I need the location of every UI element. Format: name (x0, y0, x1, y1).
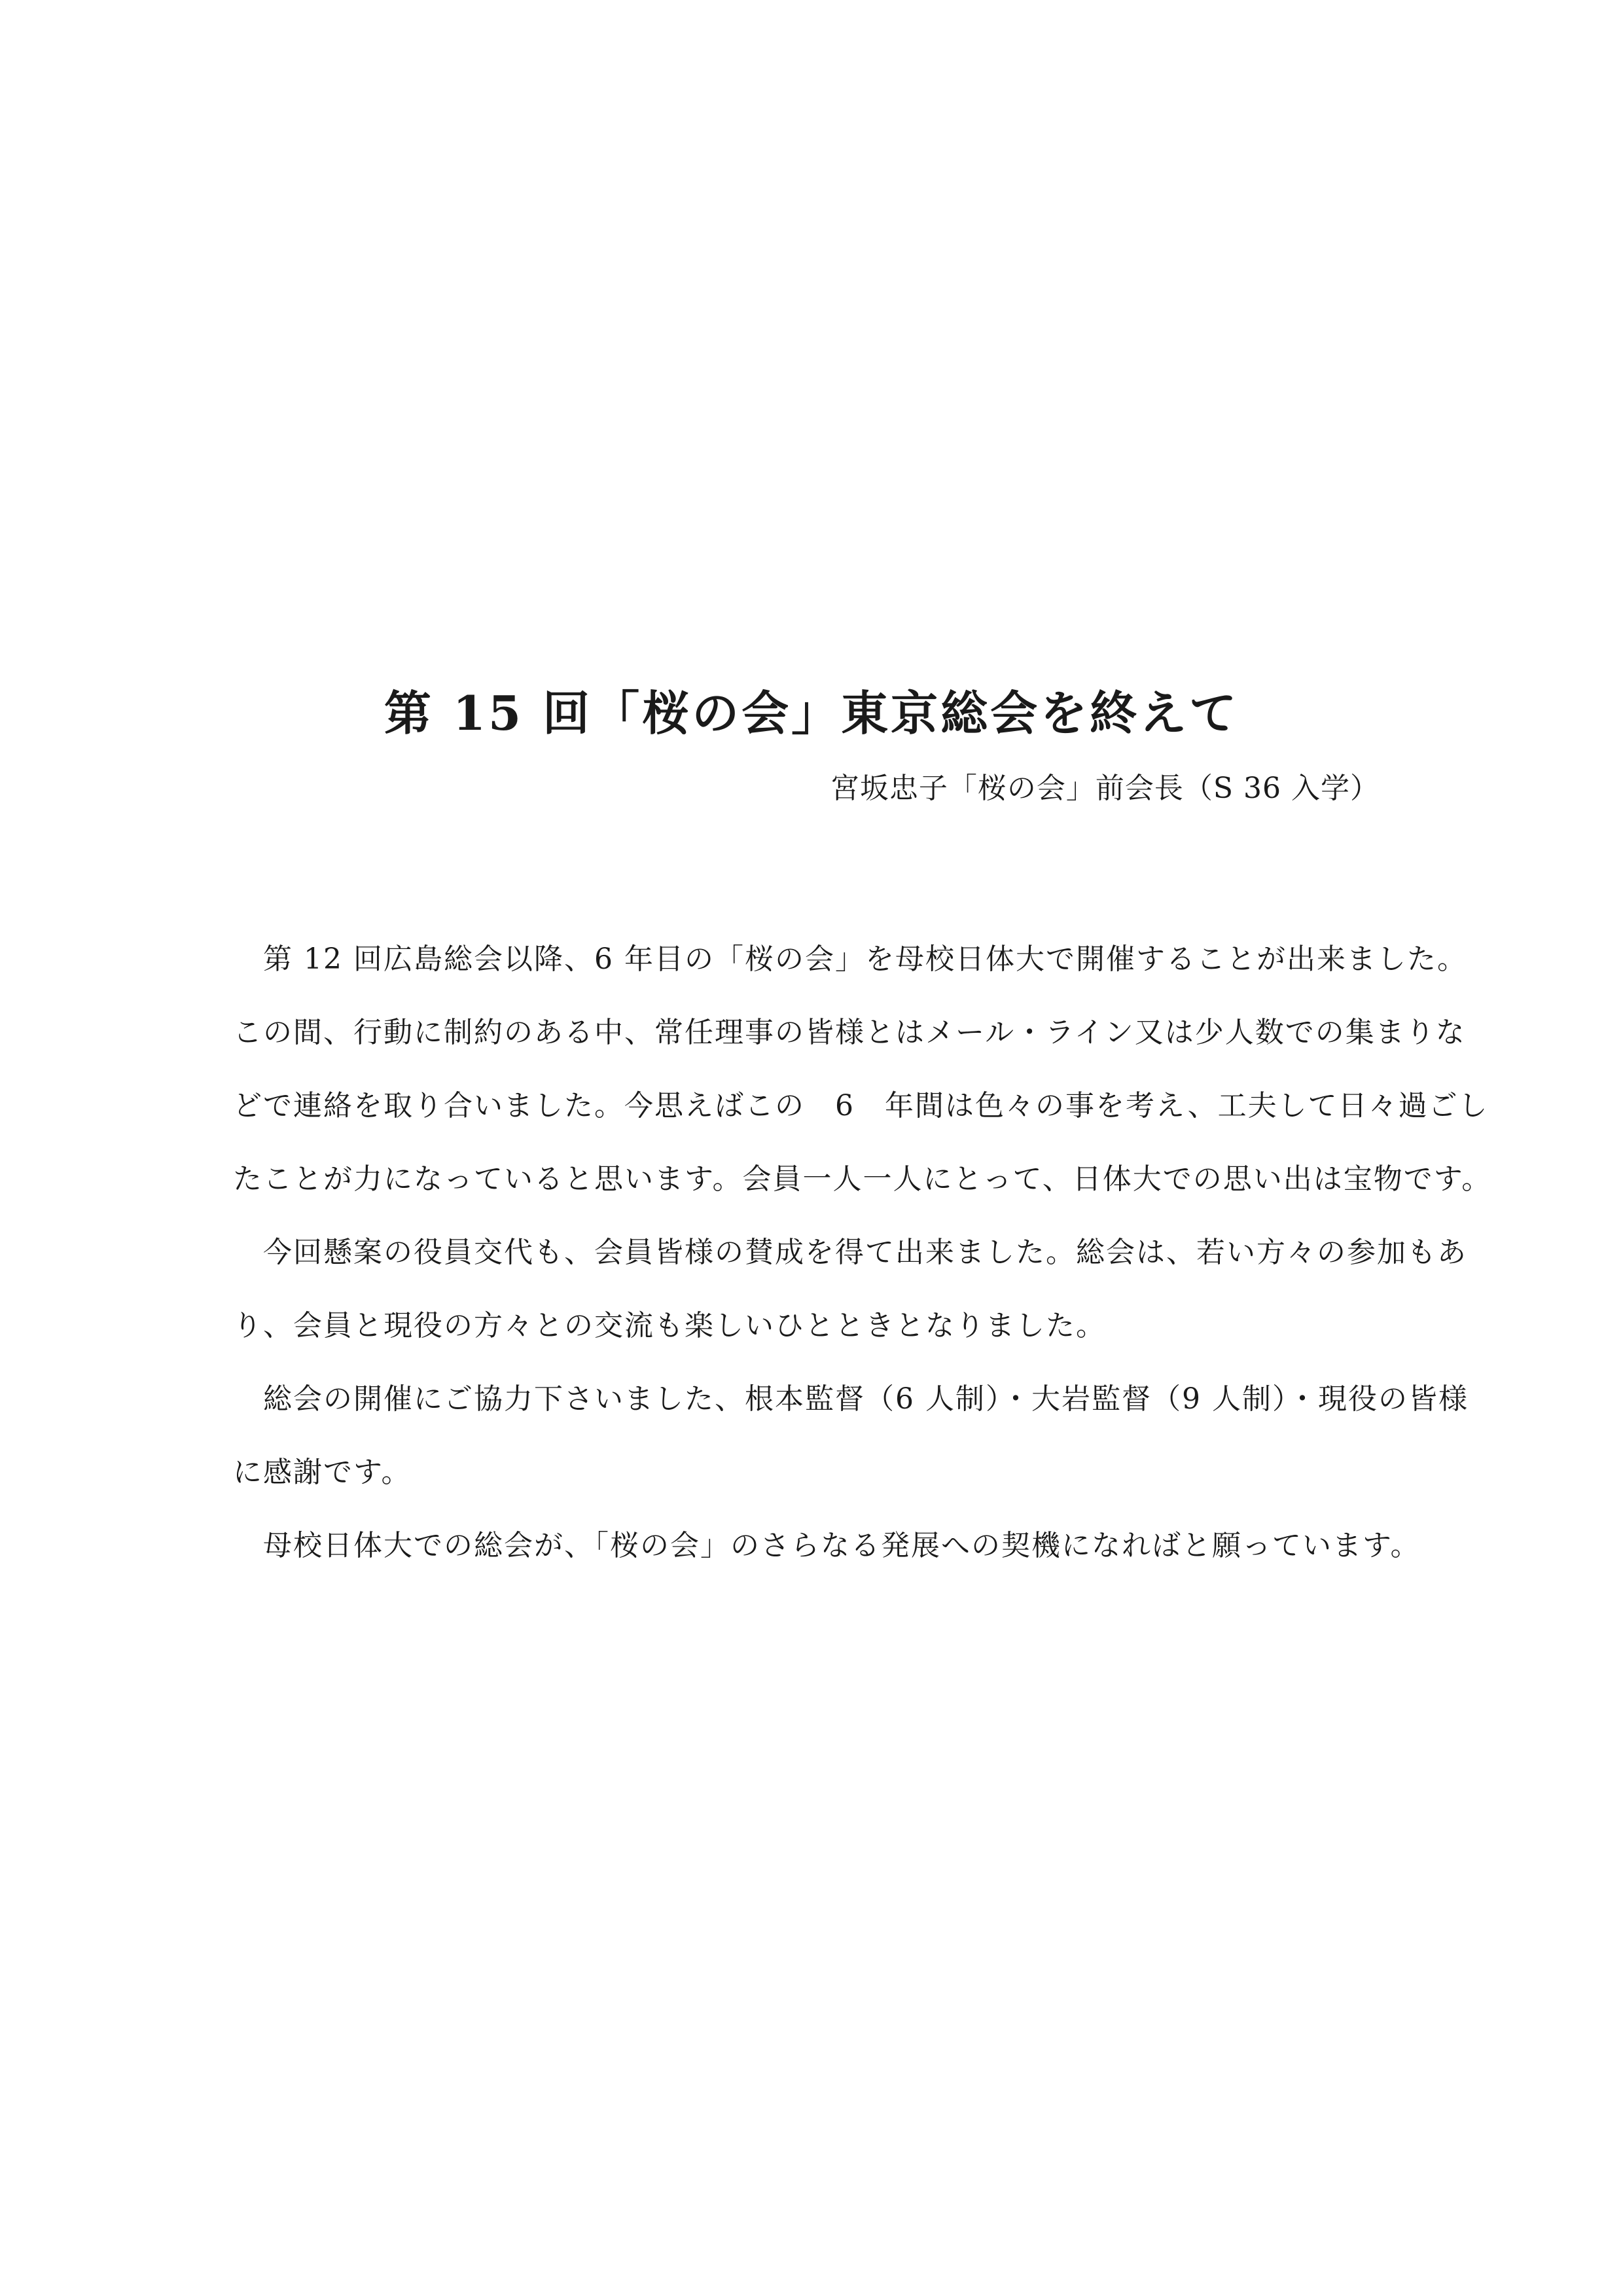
body-line: 第 12 回広島総会以降、6 年目の「桜の会」を母校日体大で開催することが出来ました。 (233, 942, 1467, 976)
author-line: 宮坂忠子「桜の会」前会長（S 36 入学） (830, 772, 1380, 805)
body-line: 母校日体大での総会が、「桜の会」のさらなる発展への契機になればと願っています。 (233, 1529, 1421, 1562)
body-text (233, 923, 1492, 1583)
body-line: この間、行動に制約のある中、常任理事の皆様とはメール・ライン又は少人数での集まりな (233, 1016, 1466, 1049)
body-line: 今回懸案の役員交代も、会員皆様の賛成を得て出来ました。総会は、若い方々の参加もあ (233, 1236, 1467, 1269)
body-line: 総会の開催にご協力下さいました、根本監督（6 人制）・大岩監督（9 人制）・現役の皆様 (233, 1382, 1469, 1416)
body-line: り、会員と現役の方々との交流も楽しいひとときとなりました。 (233, 1309, 1106, 1342)
body-line: に感謝です。 (233, 1456, 412, 1489)
document-title: 第 15 回「桜の会」東京総会を終えて (383, 685, 1240, 741)
body-line: たことが力になっていると思います。会員一人一人にとって、日体大での思い出は宝物です。 (233, 1162, 1492, 1196)
body-line: どで連絡を取り合いました。今思えばこの 6 年間は色々の事を考え、工夫して日々過ごし (233, 1089, 1489, 1122)
